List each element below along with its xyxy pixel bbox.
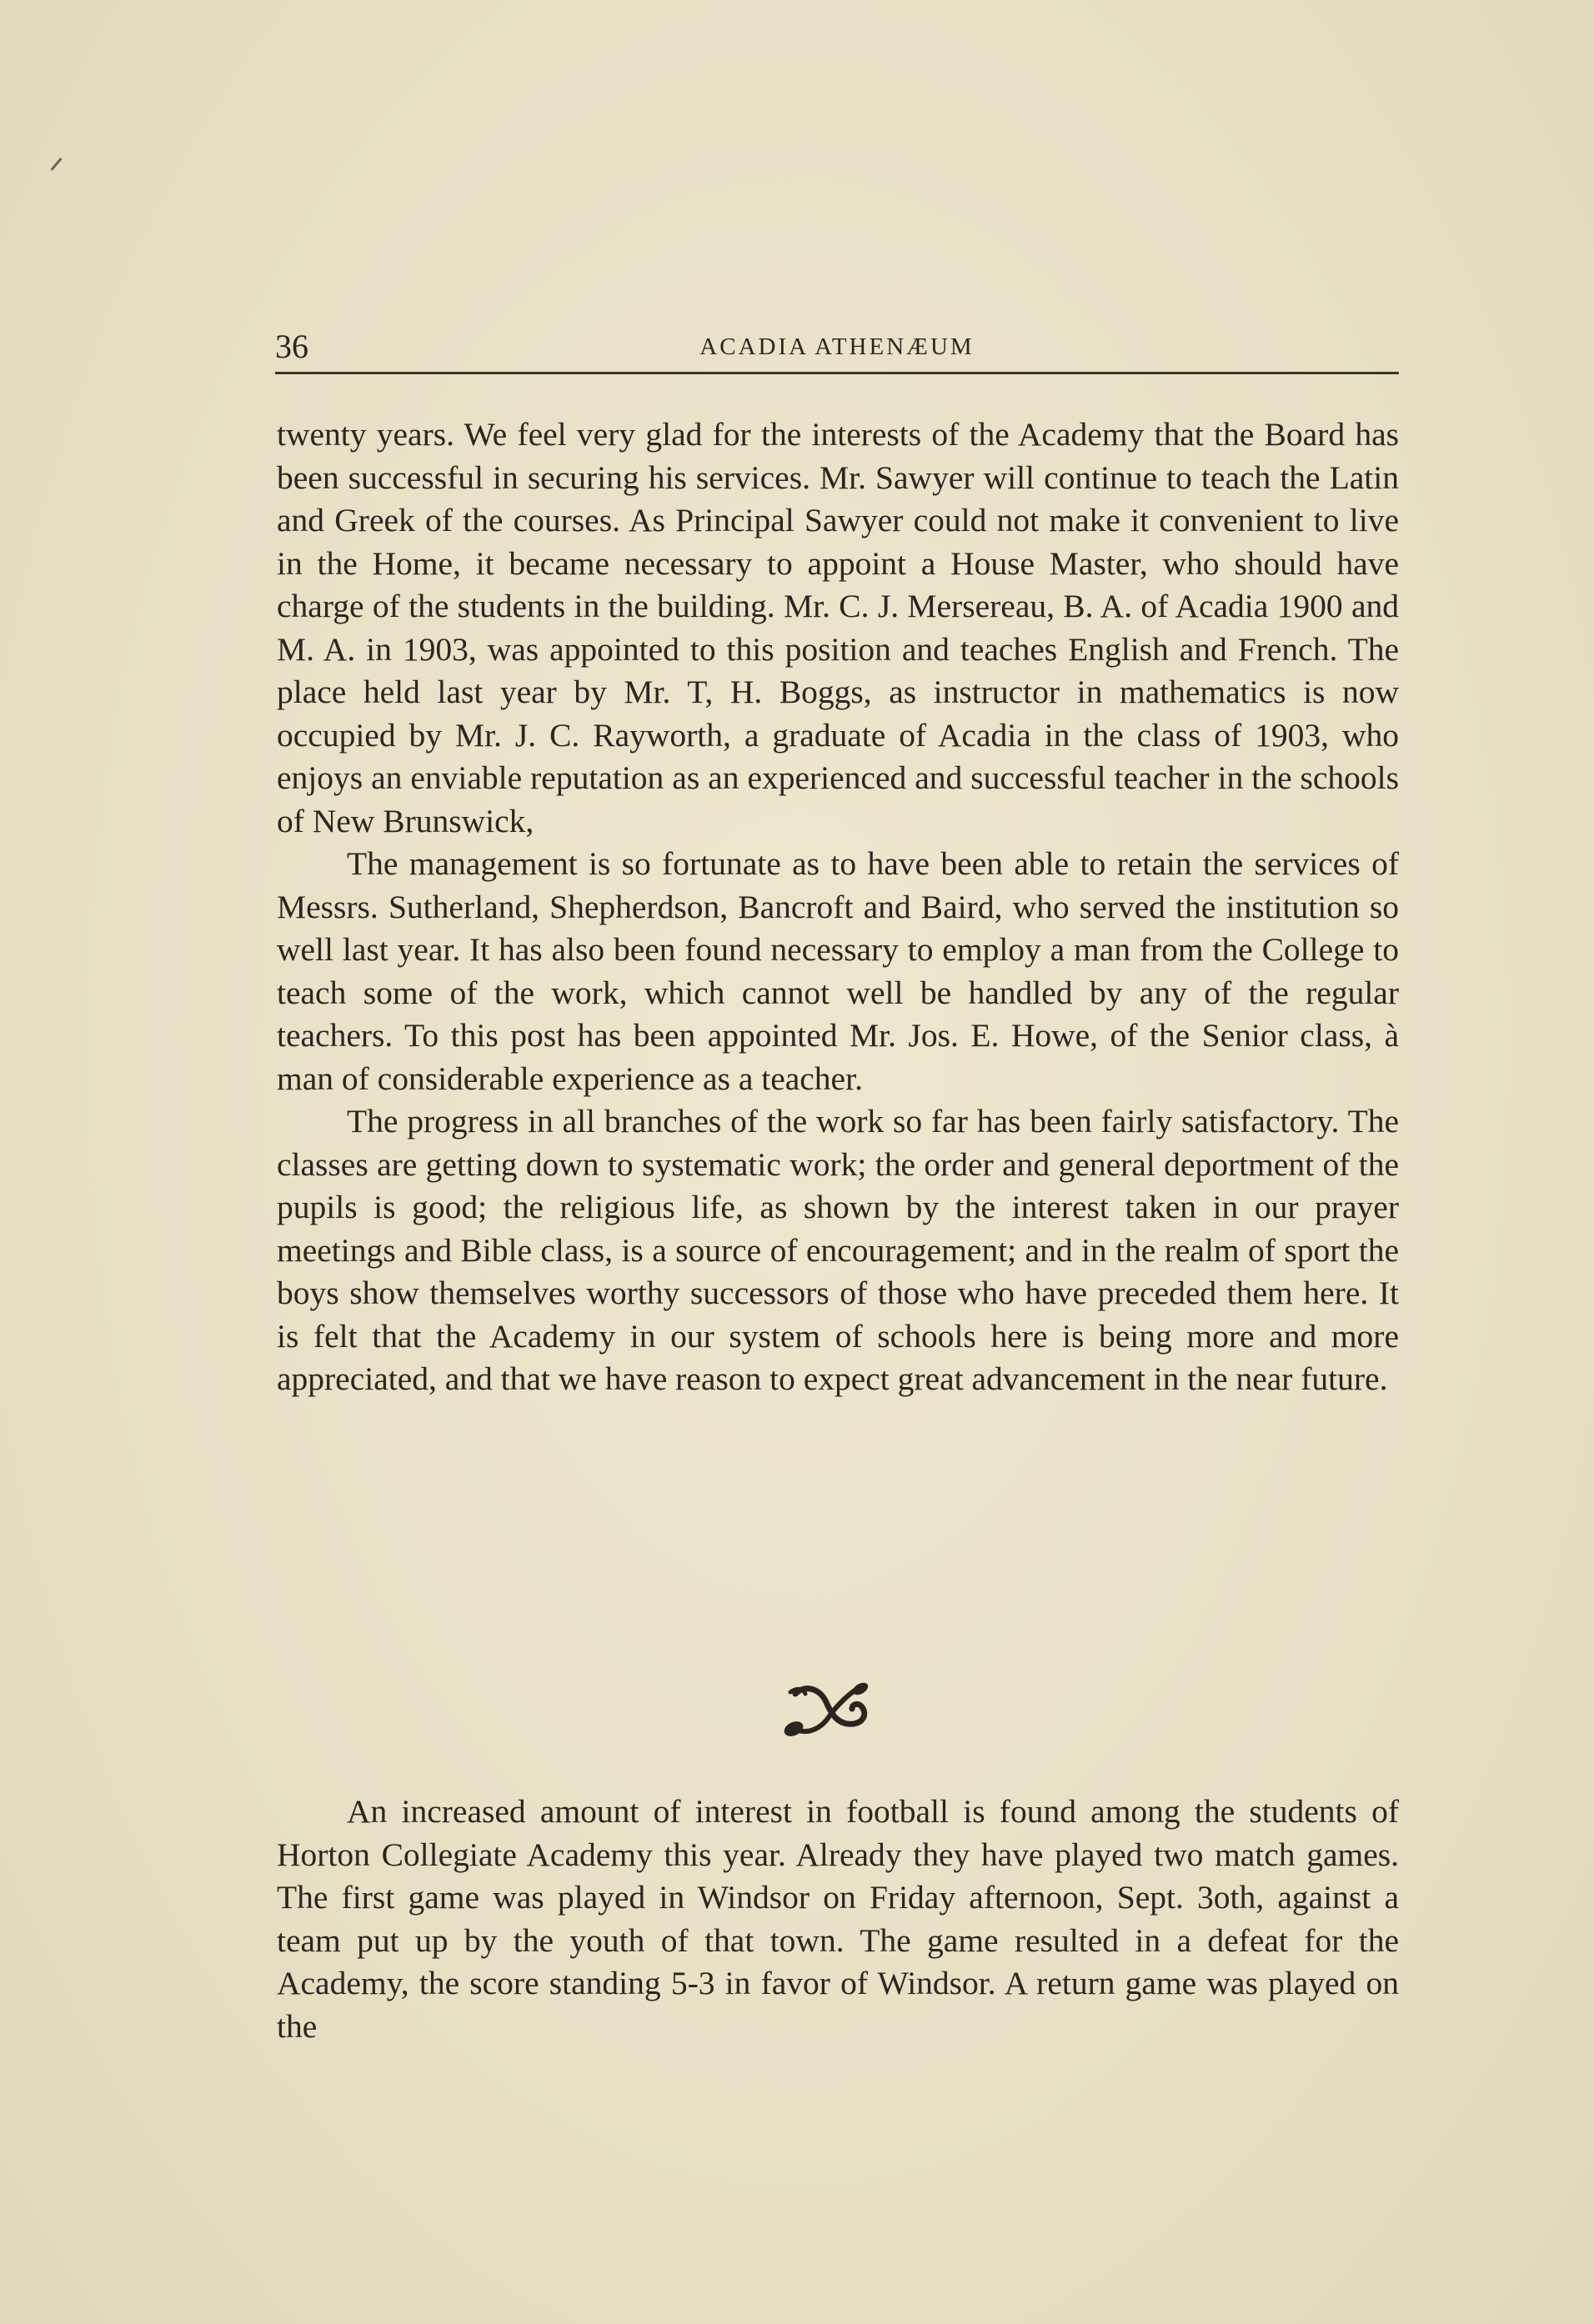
page-number: 36 [275,328,308,365]
paragraph: twenty years. We feel very glad for the interests of the Academy that the Board has been successful in securing his services. Mr. Sawyer will continue to teach the Latin and Greek of the courses. As Principal Sawyer could not make it convenient to live in the Home, it became necessary to appoint a House Master, who should have charge of the students in the building. Mr. C. J. Mersereau, B. A. of Acadia 1900 and M. A. in 1903, was appointed to this position and teaches English and French. The place held last year by Mr. T, H. Boggs, as instructor in mathematics is now occupied by Mr. J. C. Rayworth, a graduate of Acadia in the class of 1903, who enjoys an enviable reputation as an experienced and successful teacher in the schools of New Brunswick, [277,416,1399,839]
running-head: ACADIA ATHENÆUM [699,333,975,360]
fleuron-ornament-icon [780,1677,872,1744]
page-speck [51,158,63,171]
paragraph: The management is so fortunate as to have been able to retain the services of Messrs. Sutherland, Shepherdson, Bancroft and Baird, who served the institution so well last year. It has also been found necessary to employ a man from the College to teach some of the work, which cannot well be handled by any of the regular teachers. To this post has been appointed Mr. Jos. E. Howe, of the Senior class, à man of considerable experience as a teacher. [277,845,1399,1097]
paragraph: The progress in all branches of the work so far has been fairly satisfactory. The classes are getting down to systematic work; the order and general deportment of the pupils is good; the religious life, as shown by the interest taken in our prayer meetings and Bible class, is a source of encouragement; and in the realm of sport the boys show themselves worthy successors of those who have preceded them here. It is felt that the Academy in our system of schools here is being more and more appreciated, and that we have reason to expect great advancement in the near future. [277,1103,1399,1397]
paragraph: An increased amount of interest in football is found among the students of Horton Collegiate Academy this year. Already they have played two match games. The first game was played in Windsor on Friday afternoon, Sept. 3oth, against a team put up by the youth of that town. The game resulted in a defeat for the Academy, the score standing 5-3 in favor of Windsor. A return game was played on the [277,1793,1399,2045]
football-section [277,1791,1399,2048]
main-text-block [277,413,1399,1401]
page-header [275,327,1399,374]
